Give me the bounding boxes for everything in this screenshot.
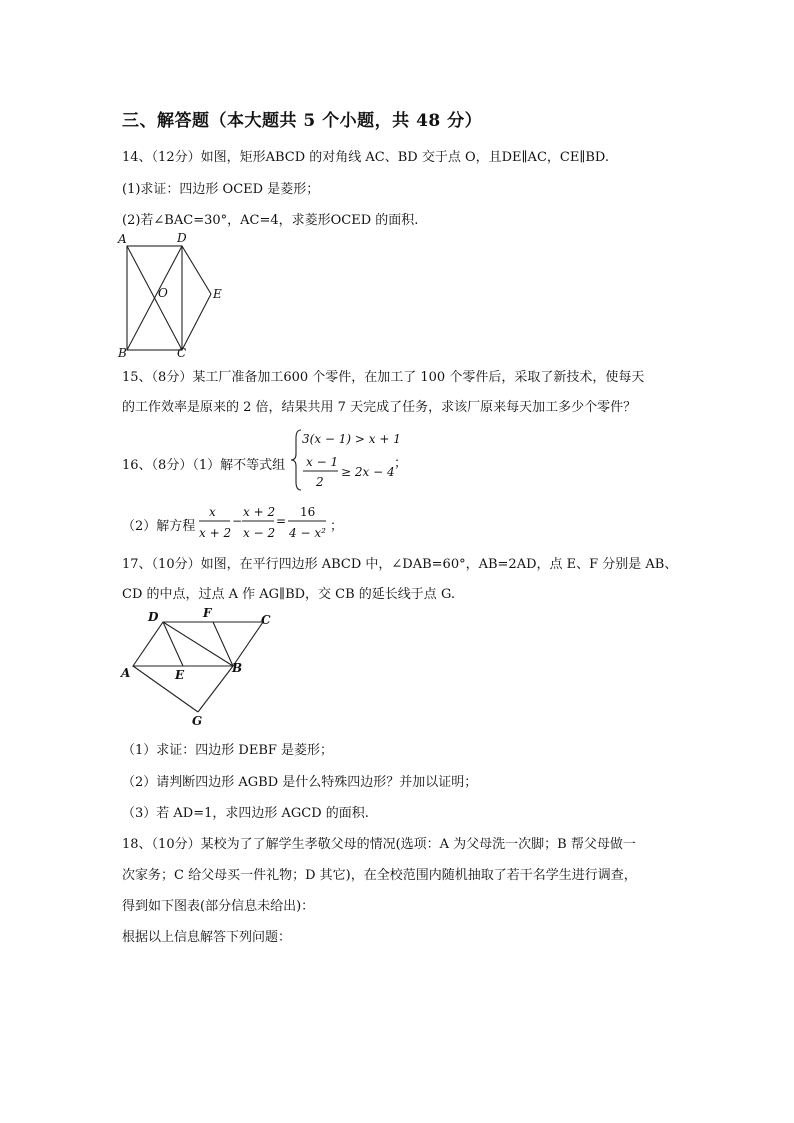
q15-line1: 15、（8分）某工厂准备加工600 个零件，在加工了 100 个零件后，采取了新技术，使每天 [122, 370, 645, 385]
segment-gb [198, 666, 233, 712]
label-o: O [158, 286, 168, 300]
label-e: E [175, 668, 185, 682]
label-d: D [177, 231, 187, 245]
q17-part1: （1）求证：四边形 DEBF 是菱形； [122, 743, 334, 758]
q14-stem: 14、（12分）如图，矩形ABCD 的对角线 AC、BD 交于点 O，且DE∥AC，CE∥BD. [122, 150, 609, 165]
q16-end1: ； [394, 456, 408, 471]
q16-inequality-system [288, 426, 408, 494]
q17-part3: （3）若 AD=1，求四边形 AGCD 的面积. [122, 806, 369, 821]
q17-part2: （2）请判断四边形 AGBD 是什么特殊四边形？并加以证明； [122, 775, 478, 790]
label-g: G [192, 714, 203, 728]
q16-ineq2-rhs: ≥ 2x − 4 [341, 465, 395, 479]
minus-sign: − [232, 514, 243, 528]
frac2-num: x + 2 [243, 505, 276, 519]
label-f: F [203, 606, 212, 620]
q16-equation [196, 500, 346, 546]
frac1-num: x [209, 505, 216, 519]
label-c: C [261, 613, 271, 627]
q14-part2: (2)若∠BAC=30°，AC=4，求菱形OCED 的面积. [122, 213, 419, 228]
label-a: A [118, 232, 127, 246]
brace [291, 430, 301, 490]
segment-ce [182, 294, 211, 350]
frac3-num: 16 [300, 505, 316, 519]
q18-line2: 次家务；C 给父母买一件礼物；D 其它)，在全校范围内随机抽取了若干名学生进行调查， [122, 868, 637, 883]
q17-figure [118, 604, 283, 730]
q16-prefix: 16、（8分）（1）解不等式组 [122, 458, 286, 473]
q14-figure [115, 230, 235, 360]
section-title: 三、解答题（本大题共 5 个小题，共 48 分） [122, 111, 483, 131]
q18-line1: 18、（10分）某校为了了解学生孝敬父母的情况(选项：A 为父母洗一次脚；B 帮父母做一 [122, 837, 636, 852]
q16-end2: ； [330, 519, 344, 534]
q18-line4: 根据以上信息解答下列问题： [122, 930, 292, 945]
q14-part1: (1)求证：四边形 OCED 是菱形； [122, 182, 320, 197]
q18-line3: 得到如下图表(部分信息未给出)： [122, 899, 315, 914]
equals-sign: = [276, 514, 287, 528]
q16-ineq1: 3(x − 1) > x + 1 [302, 432, 401, 446]
frac2-den: x − 2 [243, 526, 276, 540]
label-b: B [118, 346, 127, 360]
segment-ag [133, 666, 198, 712]
segment-de [182, 246, 211, 294]
label-d: D [148, 610, 159, 624]
q16-part2-prefix: （2）解方程 [122, 519, 196, 534]
frac1-den: x + 2 [199, 526, 232, 540]
label-b: B [232, 661, 243, 675]
label-e: E [213, 287, 222, 301]
label-a: A [121, 666, 131, 680]
label-c: C [177, 346, 187, 360]
q16-ineq2-num: x − 1 [306, 455, 339, 469]
q15-line2: 的工作效率是原来的 2 倍，结果共用 7 天完成了任务，求该厂原来每天加工多少个零件？ [122, 400, 637, 415]
q17-line1: 17、（10分）如图，在平行四边形 ABCD 中，∠DAB=60°，AB=2AD，点 E、F 分别是 AB、 [122, 557, 678, 572]
q16-ineq2-den: 2 [316, 475, 324, 489]
q17-line2: CD 的中点，过点 A 作 AG∥BD，交 CB 的延长线于点 G. [122, 587, 455, 602]
frac3-den: 4 − x² [289, 526, 326, 540]
